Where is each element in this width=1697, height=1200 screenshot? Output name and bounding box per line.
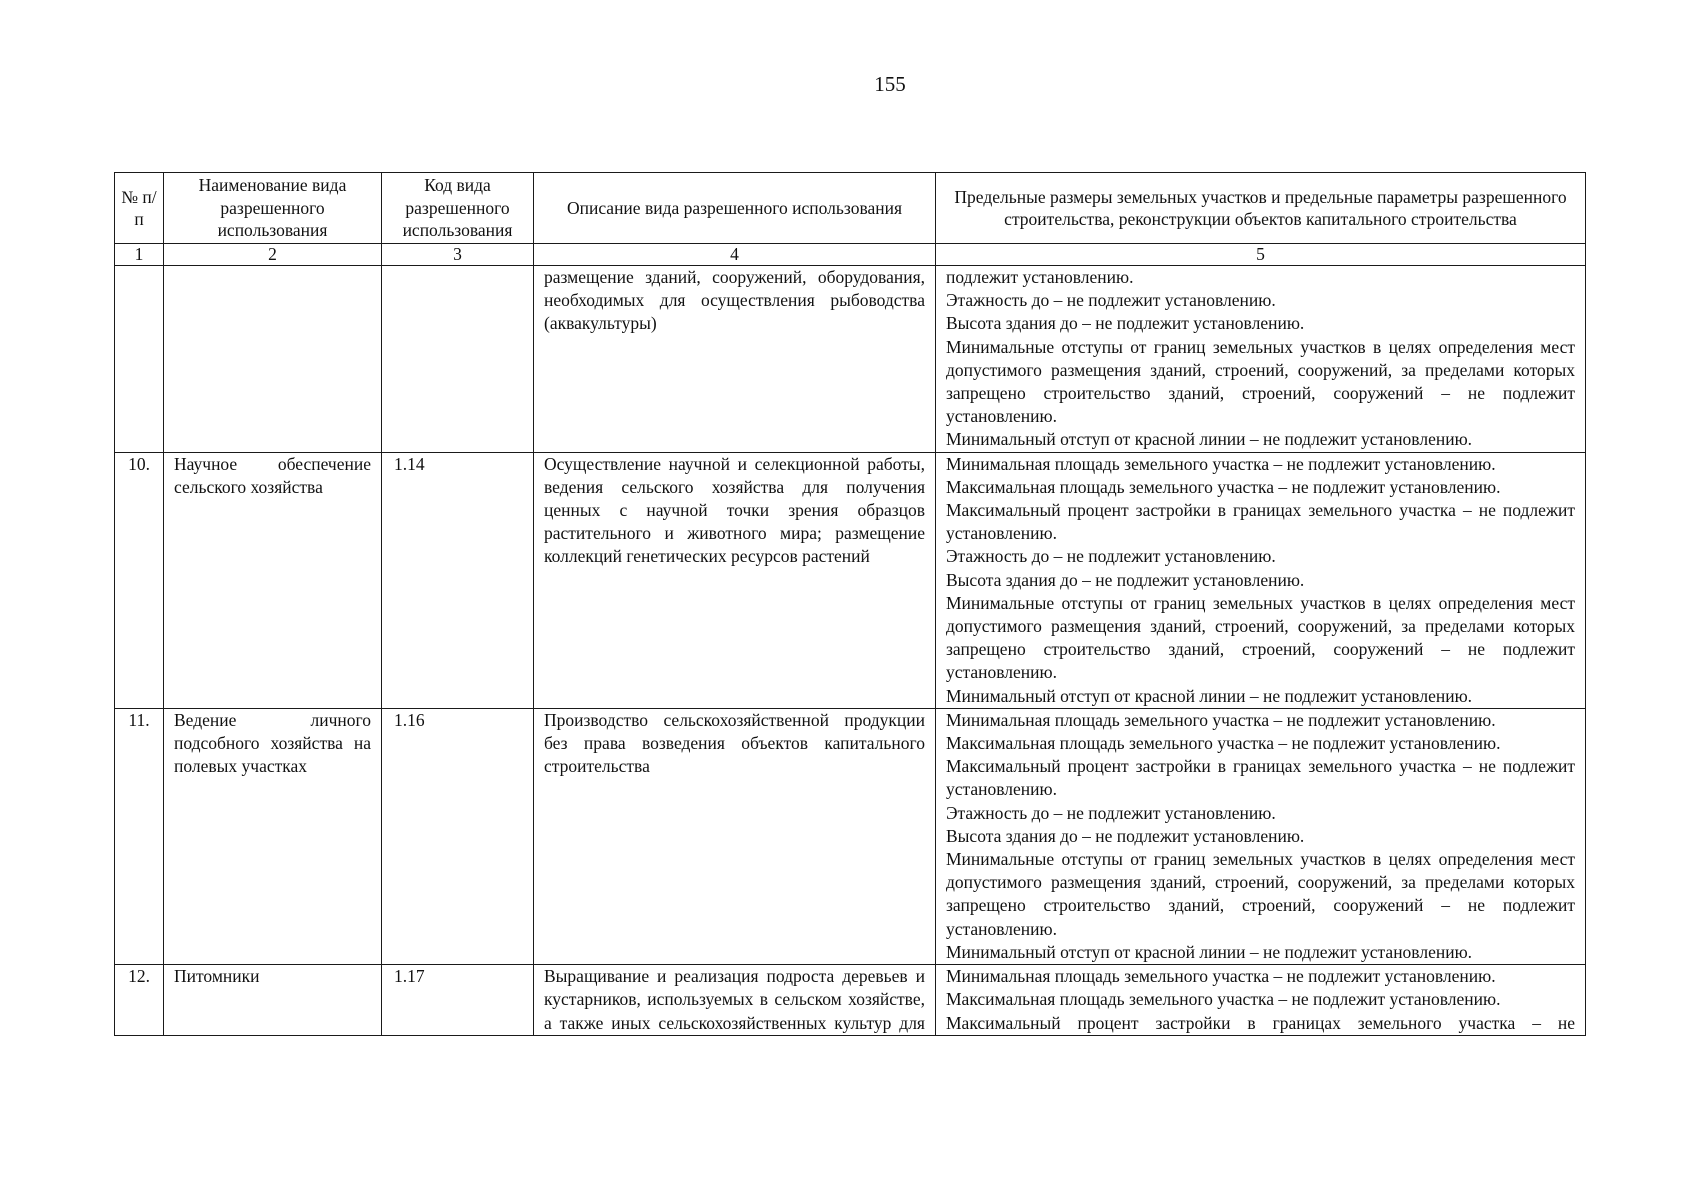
limit-parameters	[936, 708, 1586, 964]
table-row	[115, 708, 1586, 964]
header-use-name: Наименование вида разрешенного использования	[164, 173, 382, 244]
parameter-line: Высота здания до – не подлежит установлению.	[946, 313, 1305, 334]
use-name: Питомники	[164, 965, 382, 1036]
parameter-line: Максимальная площадь земельного участка – не подлежит установлению.	[946, 989, 1501, 1010]
page-number: 155	[874, 72, 906, 96]
parameter-line: Минимальный отступ от красной линии – не подлежит установлению.	[946, 429, 1473, 450]
row-number: 10.	[115, 452, 164, 708]
row-number: 11.	[115, 708, 164, 964]
use-description: Осуществление научной и селекционной работы, ведения сельского хозяйства для получения ценных с научной точки зрения образцов растительного и животного мира; размещение коллекций генетических ресурсов растений	[534, 452, 936, 708]
table-row	[115, 266, 1586, 453]
row-number: 12.	[115, 965, 164, 1036]
header-limit-parameters: Предельные размеры земельных участков и предельные параметры разрешенного строительства, реконструкции объектов капитального строительства	[936, 173, 1586, 244]
parameter-line: Этажность до – не подлежит установлению.	[946, 546, 1276, 567]
use-description: размещение зданий, сооружений, оборудования, необходимых для осуществления рыбоводства (аквакультуры)	[534, 266, 936, 453]
table-row	[115, 965, 1586, 1036]
column-number-row	[115, 244, 1586, 266]
parameter-line: Этажность до – не подлежит установлению.	[946, 290, 1276, 311]
header-use-code: Код вида разрешенного использования	[382, 173, 534, 244]
use-name: Ведение личного подсобного хозяйства на полевых участках	[164, 708, 382, 964]
land-use-table	[114, 172, 1586, 1036]
column-number: 2	[164, 244, 382, 266]
use-code	[382, 266, 534, 453]
use-code: 1.17	[382, 965, 534, 1036]
limit-parameters	[936, 452, 1586, 708]
use-code: 1.16	[382, 708, 534, 964]
parameter-line: Минимальная площадь земельного участка – не подлежит установлению.	[946, 966, 1496, 987]
parameter-line: Минимальная площадь земельного участка – не подлежит установлению.	[946, 709, 1496, 730]
use-code: 1.14	[382, 452, 534, 708]
parameter-line: Минимальные отступы от границ земельных участков в целях определения мест допустимого размещения зданий, строений, сооружений, за пределами которых запрещено строительство зданий, строений, сооружений – не подлежит установлению.	[946, 849, 1575, 939]
column-number: 1	[115, 244, 164, 266]
parameter-line: Минимальная площадь земельного участка – не подлежит установлению.	[946, 453, 1496, 474]
limit-parameters	[936, 965, 1586, 1036]
use-description: Производство сельскохозяйственной продукции без права возведения объектов капитального строительства	[534, 708, 936, 964]
parameter-line: Минимальный отступ от красной линии – не подлежит установлению.	[946, 941, 1473, 962]
parameter-line: Минимальные отступы от границ земельных участков в целях определения мест допустимого размещения зданий, строений, сооружений, за пределами которых запрещено строительство зданий, строений, сооружений – не подлежит установлению.	[946, 336, 1575, 427]
parameter-line: Максимальный процент застройки в границах земельного участка – не подлежит установлению.	[946, 500, 1575, 544]
column-number: 5	[936, 244, 1586, 266]
parameter-line: Высота здания до – не подлежит установлению.	[946, 569, 1305, 590]
use-description	[534, 965, 936, 1036]
parameter-line: Максимальный процент застройки в границах земельного участка – не	[946, 1012, 1575, 1033]
table-row	[115, 452, 1586, 708]
use-name	[164, 266, 382, 453]
row-number	[115, 266, 164, 453]
header-number: № п/п	[115, 173, 164, 244]
parameter-line: Минимальный отступ от красной линии – не подлежит установлению.	[946, 685, 1473, 706]
parameter-line: Максимальная площадь земельного участка – не подлежит установлению.	[946, 476, 1501, 497]
parameter-line: Минимальные отступы от границ земельных участков в целях определения мест допустимого размещения зданий, строений, сооружений, за пределами которых запрещено строительство зданий, строений, сооружений – не подлежит установлению.	[946, 592, 1575, 683]
use-name: Научное обеспечение сельского хозяйства	[164, 452, 382, 708]
use-description-text: Выращивание и реализация подроста деревьев и кустарников, используемых в сельском хозяйстве, а также иных сельскохозяйственных культур для	[544, 966, 925, 1033]
parameter-line: Высота здания до – не подлежит установлению.	[946, 825, 1305, 846]
parameter-line: Максимальный процент застройки в границах земельного участка – не подлежит установлению.	[946, 756, 1575, 800]
limit-parameters	[936, 266, 1586, 453]
parameter-line: Этажность до – не подлежит установлению.	[946, 802, 1276, 823]
table-header-row	[115, 173, 1586, 244]
parameter-line: подлежит установлению.	[946, 267, 1134, 287]
column-number: 3	[382, 244, 534, 266]
header-use-description: Описание вида разрешенного использования	[534, 173, 936, 244]
column-number: 4	[534, 244, 936, 266]
parameter-line: Максимальная площадь земельного участка – не подлежит установлению.	[946, 733, 1501, 754]
